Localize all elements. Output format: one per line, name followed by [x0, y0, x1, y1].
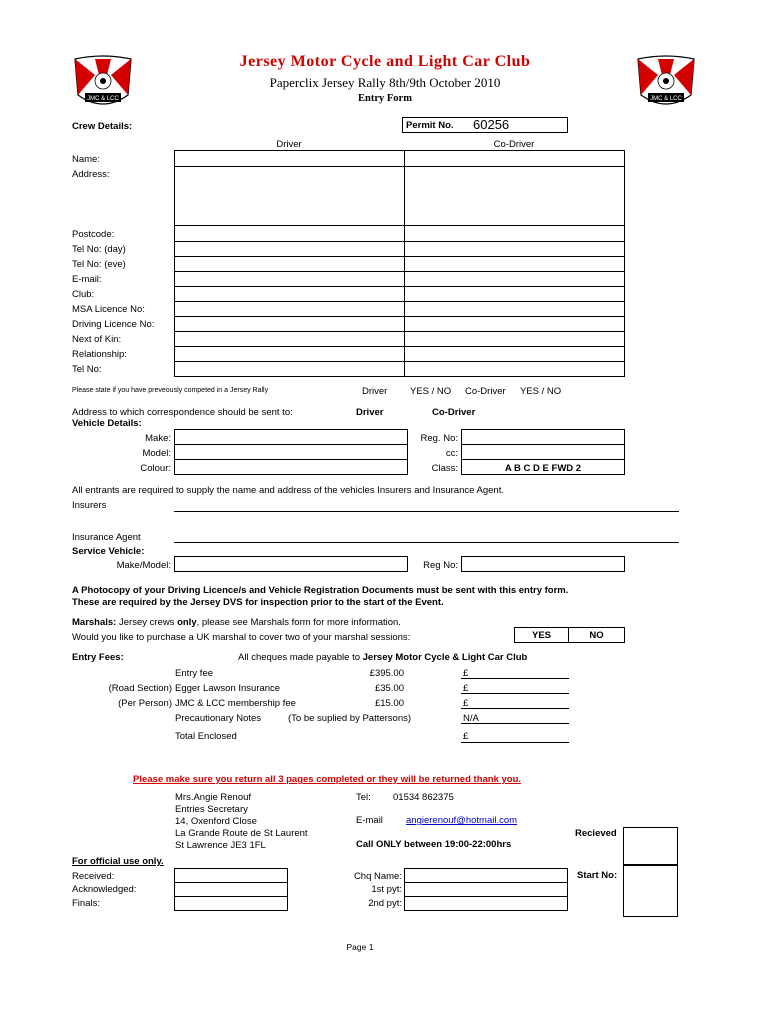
msa-licence-label: MSA Licence No: — [72, 304, 145, 315]
codriver-column-header: Co-Driver — [493, 139, 535, 150]
codriver-name-field[interactable] — [405, 151, 624, 165]
fee-precautionary-label: Precautionary Notes — [175, 713, 262, 724]
previous-driver-yes-no[interactable]: YES / NO — [410, 386, 452, 397]
total-enclosed-label: Total Enclosed — [175, 731, 237, 742]
marshal-yes-label: YES — [531, 630, 551, 641]
model-label: Model: — [142, 448, 171, 459]
marshal-no-box[interactable] — [568, 627, 625, 643]
marshal-no-label: NO — [589, 630, 604, 641]
fee-precautionary-note: (To be suplied by Pattersons) — [288, 713, 412, 724]
fee-prefix-road-section: (Road Section) — [108, 683, 172, 694]
previous-driver-label: Driver — [362, 386, 388, 397]
driving-licence-label: Driving Licence No: — [72, 319, 155, 330]
chq-name-label: Chq Name: — [353, 871, 402, 882]
vehicle-cc-field[interactable] — [462, 445, 624, 458]
grid-line — [461, 459, 625, 460]
fee-entry-line[interactable] — [461, 678, 569, 679]
recieved-label: Recieved — [575, 828, 617, 839]
grid-line — [174, 346, 625, 347]
fee-precautionary-enclosed: N/A — [463, 713, 479, 724]
official-finals-field[interactable] — [175, 897, 287, 910]
grid-line — [174, 331, 625, 332]
chq-name-field[interactable] — [405, 869, 567, 881]
marshals-label: Marshals: — [72, 617, 117, 628]
correspondence-driver[interactable]: Driver — [356, 407, 384, 418]
grid-line — [174, 316, 625, 317]
return-notice: Please make sure you return all 3 pages completed or they will be returned thank you. — [133, 774, 522, 785]
permit-label: Permit No. — [406, 120, 454, 131]
club-logo-right — [636, 55, 696, 111]
official-received-label: Received: — [72, 871, 115, 882]
correspondence-label: Address to which correspondence should be sent to: — [72, 407, 293, 418]
contact-email-link[interactable]: angierenouf@hotmail.com — [406, 815, 518, 826]
official-use-title: For official use only. — [72, 856, 164, 867]
name-label: Name: — [72, 154, 100, 165]
contact-tel-label: Tel: — [356, 792, 371, 803]
driver-column-header: Driver — [276, 139, 302, 150]
fee-entry-amount: £395.00 — [369, 668, 404, 679]
fee-insurance-amount: £35.00 — [374, 683, 404, 694]
official-acknowledged-label: Acknowledged: — [72, 884, 137, 895]
cheques-payable-text: All cheques made payable to — [238, 652, 363, 663]
marshals-info — [72, 617, 401, 628]
marshals-text-a: Jersey crews — [116, 617, 178, 628]
total-enclosed-value: £ — [463, 731, 469, 742]
photocopy-notice-line2: These are required by the Jersey DVS for inspection prior to the start of the Event. — [72, 597, 444, 608]
make-label: Make: — [145, 433, 171, 444]
permit-number: 60256 — [473, 117, 510, 132]
cc-label: cc: — [445, 448, 458, 459]
grid-line — [174, 271, 625, 272]
marshal-purchase-question: Would you like to purchase a UK marshal to cover two of your marshal sessions: — [72, 632, 411, 643]
previous-codriver-label: Co-Driver — [465, 386, 506, 397]
contact-street: 14, Oxenford Close — [175, 816, 257, 827]
permit-box — [402, 117, 568, 133]
contact-role: Entries Secretary — [175, 804, 248, 815]
contact-road: La Grande Route de St Laurent — [175, 828, 308, 839]
tel-day-label: Tel No: (day) — [72, 244, 126, 255]
insurers-line[interactable] — [174, 511, 679, 512]
codriver-address-field[interactable] — [405, 167, 624, 224]
fee-prefix-per-person: (Per Person) — [118, 698, 172, 709]
service-vehicle-label: Service Vehicle: — [72, 546, 145, 557]
contact-postcode: St Lawrence JE3 1FL — [175, 840, 266, 851]
recieved-box[interactable] — [623, 827, 678, 865]
tel-eve-label: Tel No: (eve) — [72, 259, 126, 270]
svg-text:JMC & LCC: JMC & LCC — [87, 96, 119, 102]
fee-entry-enclosed: £ — [463, 668, 469, 679]
first-pyt-label: 1st pyt: — [371, 884, 402, 895]
grid-line — [174, 256, 625, 257]
official-acknowledged-field[interactable] — [175, 883, 287, 895]
contact-call-hours: Call ONLY between 19:00-22:00hrs — [356, 839, 512, 850]
club-logo-left — [73, 55, 133, 111]
form-title: Entry Form — [358, 93, 412, 104]
postcode-label: Postcode: — [72, 229, 115, 240]
contact-email-label: E-mail — [356, 815, 383, 826]
fee-insurance-line[interactable] — [461, 693, 569, 694]
cheques-payable — [238, 652, 527, 663]
club-name: Jersey Motor Cycle and Light Car Club — [239, 53, 531, 70]
previous-rally-question: Please state if you have preveously competed in a Jersey Rally — [72, 387, 269, 394]
colour-label: Colour: — [140, 463, 171, 474]
svg-text:JMC & LCC: JMC & LCC — [650, 96, 682, 102]
fee-membership-line[interactable] — [461, 708, 569, 709]
class-label: Class: — [431, 463, 458, 474]
grid-line — [174, 301, 625, 302]
contact-name: Mrs.Angie Renouf — [175, 792, 252, 803]
service-reg-field[interactable] — [461, 556, 625, 572]
start-no-box[interactable] — [623, 865, 678, 917]
fee-membership-amount: £15.00 — [374, 698, 404, 709]
crew-details-label: Crew Details: — [72, 121, 133, 132]
address-label: Address: — [72, 169, 110, 180]
second-pyt-field[interactable] — [405, 897, 567, 910]
first-pyt-field[interactable] — [405, 883, 567, 895]
fee-insurance-enclosed: £ — [463, 683, 469, 694]
reg-no-label: Reg. No: — [420, 433, 458, 444]
total-enclosed-line[interactable] — [461, 742, 569, 743]
insurance-agent-line[interactable] — [174, 542, 679, 543]
marshals-text-b: , please see Marshals form for more information. — [196, 617, 401, 628]
fee-precautionary-line — [461, 723, 569, 724]
marshals-only: only — [177, 617, 197, 628]
marshal-yes-box[interactable] — [514, 627, 569, 643]
correspondence-codriver[interactable]: Co-Driver — [432, 407, 476, 418]
fee-entry-label: Entry fee — [175, 668, 214, 679]
email-label: E-mail: — [72, 274, 102, 285]
start-no-label: Start No: — [577, 870, 618, 881]
club-label: Club: — [72, 289, 95, 300]
driver-name-field[interactable] — [175, 151, 403, 165]
vehicle-colour-field[interactable] — [175, 460, 407, 474]
insurance-agent-label: Insurance Agent — [72, 532, 141, 543]
insurers-note: All entrants are required to supply the name and address of the vehicles Insurers and Insurance Agent. — [72, 485, 504, 496]
kin-tel-label: Tel No: — [72, 364, 102, 375]
service-make-model-field[interactable] — [174, 556, 408, 572]
contact-tel: 01534 862375 — [393, 792, 454, 803]
grid-line — [174, 361, 625, 362]
contact-address — [175, 792, 308, 852]
grid-line — [174, 241, 625, 242]
vehicle-model-field[interactable] — [175, 445, 407, 458]
service-reg-label: Reg No: — [423, 560, 458, 571]
previous-codriver-yes-no[interactable]: YES / NO — [520, 386, 562, 397]
vehicle-make-field[interactable] — [175, 430, 407, 443]
cheques-payee: Jersey Motor Cycle & Light Car Club — [362, 652, 528, 663]
photocopy-notice-line1: A Photocopy of your Driving Licence/s and Vehicle Registration Documents must be sent with this entry form. — [72, 585, 569, 596]
page-number: Page 1 — [346, 942, 374, 952]
fee-membership-enclosed: £ — [463, 698, 469, 709]
official-finals-label: Finals: — [72, 898, 100, 909]
insurers-label: Insurers — [72, 500, 107, 511]
fee-insurance-label: Egger Lawson Insurance — [175, 683, 281, 694]
relationship-label: Relationship: — [72, 349, 127, 360]
fee-membership-label: JMC & LCC membership fee — [175, 698, 296, 709]
next-of-kin-label: Next of Kin: — [72, 334, 122, 345]
entry-fees-label: Entry Fees: — [72, 652, 124, 663]
driver-address-field[interactable] — [175, 167, 403, 224]
second-pyt-label: 2nd pyt: — [368, 898, 402, 909]
vehicle-reg-field[interactable] — [462, 430, 624, 443]
grid-line — [174, 286, 625, 287]
event-title: Paperclix Jersey Rally 8th/9th October 2010 — [269, 75, 501, 90]
vehicle-details-label: Vehicle Details: — [72, 418, 142, 429]
official-received-field[interactable] — [175, 869, 287, 881]
service-make-model-label: Make/Model: — [116, 560, 171, 571]
grid-line — [174, 225, 625, 226]
vehicle-class-options[interactable]: A B C D E FWD 2 — [504, 463, 582, 474]
